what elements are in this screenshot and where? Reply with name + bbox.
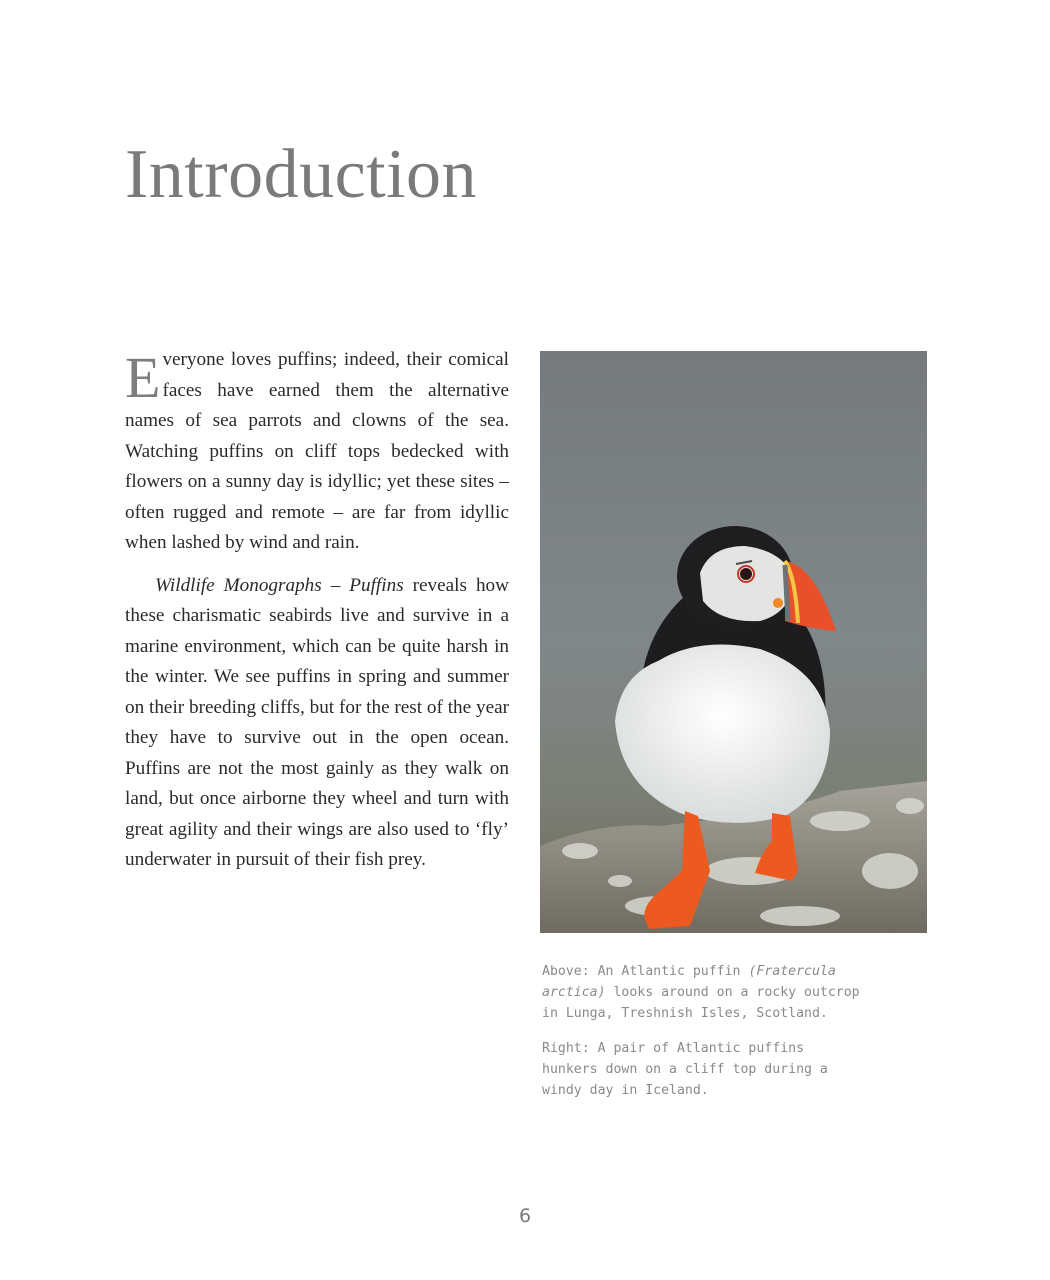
intro-body [125,345,509,876]
caption-right: Right: A pair of Atlantic puffins hunkers down on a cliff top during a windy day in Iceland. [542,1041,828,1098]
paragraph-2-text: reveals how these charismatic seabirds live and survive in a marine environment, which can be quite harsh in the winter. We see puffins in spring and summer on their breeding cliffs, but for the rest of the year they have to survive out in the open ocean. Puffins are not the most gainly as they walk on land, but once airborne they wheel and turn with great agility and their wings are also used to ‘fly’ underwater in pursuit of their fish prey. [125,574,510,870]
species-name: (Fratercula arctica) [542,964,836,1000]
paragraph-1-text: veryone loves puffins; indeed, their comical faces have earned them the alternative names of sea parrots and clowns of the sea. Watching puffins on cliff tops bedecked with flowers on a sunny day is idyllic; yet these sites – often rugged and remote – are far from idyllic when lashed by wind and rain. [125,349,509,553]
paragraph-2 [125,571,509,876]
drop-cap: E [125,345,161,410]
page-title: Introduction [125,136,478,213]
book-title: Wildlife Monographs – Puffins [155,574,404,596]
paragraph-1 [125,345,509,559]
page-number: 6 [518,1205,532,1227]
caption-above: Above: An Atlantic puffin (Fratercula arctica) looks around on a rocky outcrop in Lunga, Treshnish Isles, Scotland. [542,964,860,1021]
puffin-photo [540,351,927,933]
